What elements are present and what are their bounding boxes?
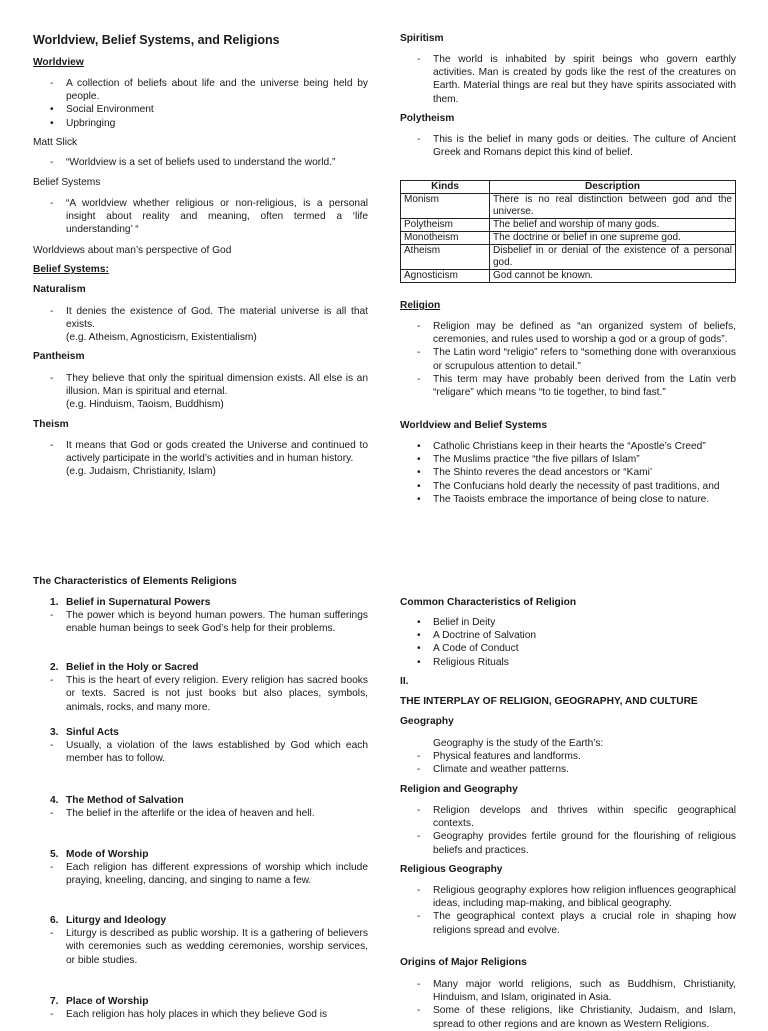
description-cell: The belief and worship of many gods.	[490, 219, 736, 232]
religion-geography-heading: Religion and Geography	[400, 784, 518, 795]
item-title: Belief in Supernatural Powers	[66, 597, 211, 608]
list-item: • The Taoists embrace the importance of being close to nature.	[433, 493, 736, 506]
item-title: The Method of Salvation	[66, 795, 184, 806]
matt-slick-label: Matt Slick	[33, 137, 78, 148]
interplay-heading: THE INTERPLAY OF RELIGION, GEOGRAPHY, AND CULTURE	[400, 696, 698, 707]
characteristic-item	[33, 794, 368, 820]
list-item: - Geography provides fertile ground for the flourishing of religious beliefs and practices.	[433, 830, 736, 856]
pantheism-heading: Pantheism	[33, 351, 85, 362]
example-text: (e.g. Hinduism, Taoism, Buddhism)	[66, 399, 224, 411]
religious-geography-heading: Religious Geography	[400, 864, 503, 875]
example-text: (e.g. Judaism, Christianity, Islam)	[66, 466, 216, 478]
spiritism-list	[400, 53, 736, 106]
naturalism-list	[33, 305, 368, 345]
list-item: - Climate and weather patterns.	[433, 763, 736, 776]
item-text: - Each religion has different expressions of worship which include praying, kneeling, dancing, and singing to name a few.	[66, 861, 368, 887]
list-item: - Religion develops and thrives within specific geographical contexts.	[433, 804, 736, 830]
item-text: - The belief in the afterlife or the idea of heaven and hell.	[66, 807, 368, 820]
item-title: Liturgy and Ideology	[66, 915, 167, 926]
religious-geography-list	[400, 884, 736, 937]
document-title: Worldview, Belief Systems, and Religions	[33, 33, 280, 47]
column-header: Description	[490, 181, 736, 194]
table-row	[401, 245, 736, 270]
belief-systems-heading: Belief Systems:	[33, 264, 109, 275]
item-text: - Liturgy is described as public worship. It is a gathering of believers with ceremonies such as wedding ceremonies, worship services, or bible studies.	[66, 927, 368, 967]
kind-cell: Monism	[401, 194, 490, 219]
item-number: 4.	[50, 795, 59, 806]
list-item: • A Doctrine of Salvation	[433, 629, 736, 642]
pantheism-list	[33, 372, 368, 412]
list-item: - “Worldview is a set of beliefs used to understand the world.”	[66, 156, 368, 169]
item-number: 1.	[50, 597, 59, 608]
geography-intro: Geography is the study of the Earth’s:	[433, 738, 604, 749]
kind-cell: Polytheism	[401, 219, 490, 232]
list-item: • Religious Rituals	[433, 656, 736, 669]
table-row	[401, 194, 736, 219]
item-number: 6.	[50, 915, 59, 926]
worldview-heading: Worldview	[33, 57, 84, 68]
common-characteristics-list	[400, 616, 736, 669]
list-item: • Social Environment	[66, 103, 368, 116]
belief-quote-list	[33, 197, 368, 237]
list-item: - The geographical context plays a crucial role in shaping how religions spread and evolve.	[433, 910, 736, 936]
matt-quote-list	[33, 156, 368, 169]
worldviews-god-label: Worldviews about man’s perspective of God	[33, 245, 232, 256]
list-item: - Religion may be defined as “an organized system of beliefs, ceremonies, and rules used to worship a god or a group of gods”.	[433, 320, 736, 346]
polytheism-list	[400, 133, 736, 159]
description-cell: God cannot be known.	[490, 270, 736, 283]
item-text: - Usually, a violation of the laws established by God which each member has to follow.	[66, 739, 368, 765]
table-row	[401, 232, 736, 245]
item-text: - The power which is beyond human powers. The human sufferings enable human beings to seek God’s help for their problems.	[66, 609, 368, 635]
item-number: 3.	[50, 727, 59, 738]
geography-list	[400, 737, 736, 777]
worldview-belief-heading: Worldview and Belief Systems	[400, 420, 548, 431]
list-item: - Many major world religions, such as Buddhism, Christianity, Hinduism, and Islam, originated in Asia.	[433, 978, 736, 1004]
list-item: - This term may have probably been derived from the Latin verb “religare” which means “to tie together, to bind fast.”	[433, 373, 736, 399]
common-characteristics-heading: Common Characteristics of Religion	[400, 597, 577, 608]
item-text: - This is the heart of every religion. Every religion has sacred books or texts. Sacred is not just books but also places, symbols, animals, rocks, and many more.	[66, 674, 368, 714]
list-item: • The Shinto reveres the dead ancestors or “Kami’	[433, 466, 736, 479]
item-title: Place of Worship	[66, 996, 149, 1007]
polytheism-heading: Polytheism	[400, 113, 455, 124]
characteristic-item	[33, 596, 368, 636]
description-cell: Disbelief in or denial of the existence of a personal god.	[490, 245, 736, 270]
table-row	[401, 270, 736, 283]
kind-cell: Atheism	[401, 245, 490, 270]
kind-cell: Agnosticism	[401, 270, 490, 283]
item-title: Mode of Worship	[66, 849, 149, 860]
list-item: • The Muslims practice “the five pillars of Islam”	[433, 453, 736, 466]
list-item: - This is the belief in many gods or deities. The culture of Ancient Greek and Romans depict this kind of belief.	[433, 133, 736, 159]
list-item: - They believe that only the spiritual dimension exists. All else is an illusion. Man is spiritual and eternal.	[66, 372, 368, 398]
list-item: - “A worldview whether religious or non-religious, is a personal insight about reality and meaning, often termed a ‘life understanding’ “	[66, 197, 368, 237]
item-number: 5.	[50, 849, 59, 860]
kind-cell: Monotheism	[401, 232, 490, 245]
description-cell: The doctrine or belief in one supreme god.	[490, 232, 736, 245]
table-row	[401, 219, 736, 232]
list-item: • Catholic Christians keep in their hearts the “Apostle’s Creed”	[433, 440, 736, 453]
description-cell: There is no real distinction between god and the universe.	[490, 194, 736, 219]
column-header: Kinds	[401, 181, 490, 194]
worldview-belief-list	[400, 440, 736, 506]
theism-heading: Theism	[33, 419, 69, 430]
list-item: - The Latin word “religio” refers to “something done with overanxious or scrupulous attention to detail.”	[433, 346, 736, 372]
spiritism-heading: Spiritism	[400, 33, 444, 44]
list-item: • The Confucians hold dearly the necessity of past traditions, and	[433, 480, 736, 493]
naturalism-heading: Naturalism	[33, 284, 86, 295]
characteristic-item	[33, 661, 368, 714]
characteristic-item	[33, 995, 368, 1021]
kinds-table	[400, 180, 736, 283]
geography-heading: Geography	[400, 716, 454, 727]
item-title: Sinful Acts	[66, 727, 119, 738]
list-item: - Physical features and landforms.	[433, 750, 736, 763]
characteristic-item	[33, 914, 368, 967]
religion-list	[400, 320, 736, 399]
origins-list	[400, 978, 736, 1031]
origins-heading: Origins of Major Religions	[400, 957, 527, 968]
table-header-row	[401, 181, 736, 194]
list-item: - It denies the existence of God. The material universe is all that exists.	[66, 305, 368, 331]
list-item: • Belief in Deity	[433, 616, 736, 629]
theism-list	[33, 439, 368, 479]
religion-heading: Religion	[400, 300, 441, 311]
item-number: 2.	[50, 662, 59, 673]
list-item: - The world is inhabited by spirit beings who govern earthly activities. Man is created by gods like the rest of the creatures on Earth. Material things are real but they have spirits associated with them.	[433, 53, 736, 106]
list-item: • A Code of Conduct	[433, 642, 736, 655]
item-title: Belief in the Holy or Sacred	[66, 662, 199, 673]
item-number: 7.	[50, 996, 59, 1007]
belief-systems-label: Belief Systems	[33, 177, 101, 188]
list-item: - It means that God or gods created the Universe and continued to actively participate in the world’s activities and in human history.	[66, 439, 368, 465]
list-item: - A collection of beliefs about life and the universe being held by people.	[66, 77, 368, 103]
example-text: (e.g. Atheism, Agnosticism, Existentialism)	[66, 332, 257, 344]
section-number: II.	[400, 676, 409, 687]
worldview-list	[33, 77, 368, 130]
characteristics-heading: The Characteristics of Elements Religions	[33, 576, 237, 587]
list-item: • Upbringing	[66, 117, 368, 130]
religion-geography-list	[400, 804, 736, 857]
characteristic-item	[33, 848, 368, 888]
kinds-table-wrap	[400, 180, 736, 283]
list-item: - Some of these religions, like Christianity, Judaism, and Islam, spread to other regions and are known as Western Religions.	[433, 1004, 736, 1030]
characteristic-item	[33, 726, 368, 766]
list-item: - Religious geography explores how religion influences geographical ideas, including map-making, and biblical geography.	[433, 884, 736, 910]
item-text: - Each religion has holy places in which they believe God is	[66, 1008, 368, 1021]
